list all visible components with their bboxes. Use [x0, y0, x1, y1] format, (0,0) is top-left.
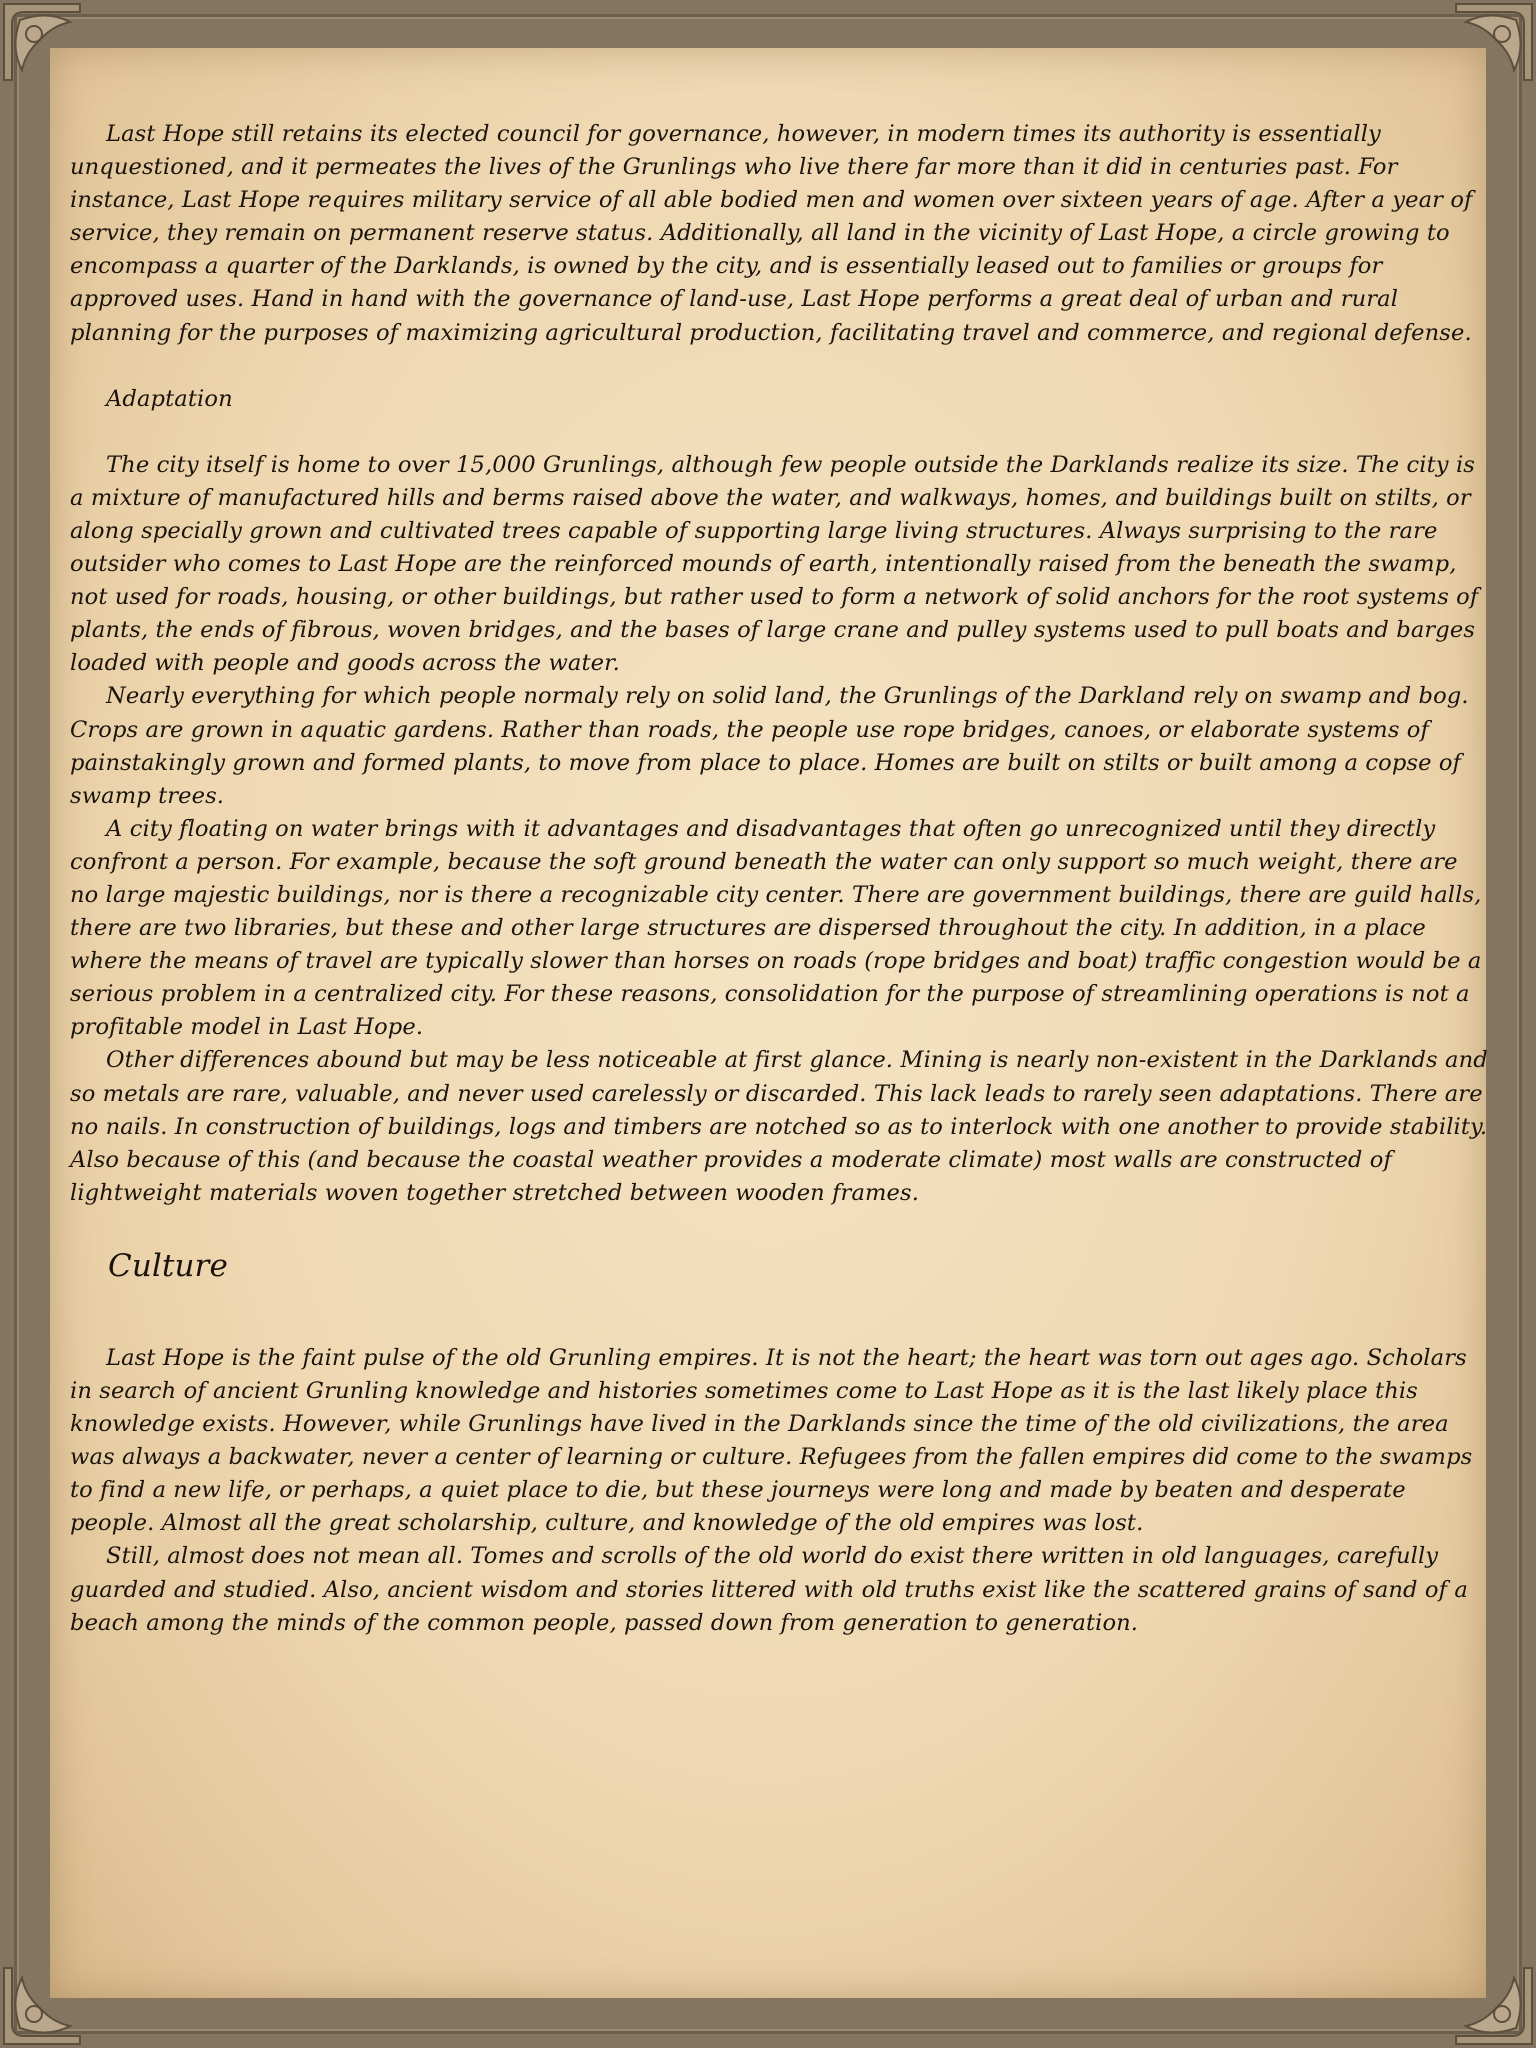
culture-paragraph: Last Hope is the faint pulse of the old Grunling empires. It is not the heart; the heart was torn out ages ago. Scholars in search of ancient Grunling knowledge and histories sometimes come to Last Hope as it is the last likely place this knowledge exists. However, while Grunlings have lived in the Darklands since the time of the old civilizations, the area was always a backwater, never a center of learning or culture. Refugees from the fallen empires did come to the swamps to find a new life, or perhaps, a quiet place to die, but these journeys were long and made by beaten and desperate people. Almost all the great scholarship, culture, and knowledge of the old empires was lost.: [70, 1344, 1473, 1537]
spacer: [70, 350, 1490, 383]
adaptation-paragraph: Other differences abound but may be less noticeable at first glance. Mining is nearly non-existent in the Darklands and so metals are rare, valuable, and never used carelessly or discarded. This lack leads to rarely seen adaptations. There are no nails. In construction of buildings, logs and timbers are notched so as to interlock with one another to provide stability. Also because of this (and because the coastal weather provides a moderate climate) most walls are constructed of lightweight materials woven together stretched between wooden frames.: [70, 1047, 1488, 1206]
adaptation-paragraph: Nearly everything for which people normaly rely on solid land, the Grunlings of the Darkland rely on swamp and bog. Crops are grown in aquatic gardens. Rather than roads, the people use rope bridges, canoes, or elaborate systems of painstakingly grown and formed plants, to move from place to place. Homes are built on stilts or built among a copse of swamp trees.: [70, 683, 1469, 809]
spacer: [70, 1286, 1490, 1342]
adaptation-paragraph: The city itself is home to over 15,000 Grunlings, although few people outside the Darklands realize its size. The city is a mixture of manufactured hills and berms raised above the water, and walkways, homes, and buildings built on stilts, or along specially grown and cultivated trees capable of supporting large living structures. Always surprising to the rare outsider who comes to Last Hope are the reinforced mounds of earth, intentionally raised from the beneath the swamp, not used for roads, housing, or other buildings, but rather used to form a network of solid anchors for the root systems of plants, the ends of fibrous, woven bridges, and the bases of large crane and pulley systems used to pull boats and barges loaded with people and goods across the water.: [70, 451, 1479, 677]
spacer: [70, 416, 1490, 449]
culture-paragraph: Still, almost does not mean all. Tomes and scrolls of the old world do exist there written in old languages, carefully guarded and studied. Also, ancient wisdom and stories littered with old truths exist like the scattered grains of sand of a beach among the minds of the common people, passed down from generation to generation.: [70, 1543, 1468, 1636]
intro-paragraph: Last Hope still retains its elected council for governance, however, in modern times its authority is essentially unquestioned, and it permeates the lives of the Grunlings who live there far more than it did in centuries past. For instance, Last Hope requires military service of all able bodied men and women over sixteen years of age. After a year of service, they remain on permanent reserve status. Additionally, all land in the vicinity of Last Hope, a circle growing to encompass a quarter of the Darklands, is owned by the city, and is essentially leased out to families or groups for approved uses. Hand in hand with the governance of land-use, Last Hope performs a great deal of urban and rural planning for the purposes of maximizing agricultural production, facilitating travel and commerce, and regional defense.: [70, 121, 1473, 346]
document-body: [70, 118, 1490, 1640]
section-heading-culture: Culture: [108, 1247, 228, 1284]
adaptation-paragraph: A city floating on water brings with it advantages and disadvantages that often go unrecognized until they directly confront a person. For example, because the soft ground beneath the water can only support so much weight, there are no large majestic buildings, nor is there a recognizable city center. There are government buildings, there are guild halls, there are two libraries, but these and other large structures are dispersed throughout the city. In addition, in a place where the means of travel are typically slower than horses on roads (rope bridges and boat) traffic congestion would be a serious problem in a centralized city. For these reasons, consolidation for the purpose of streamlining operations is not a profitable model in Last Hope.: [70, 815, 1482, 1041]
subheading-adaptation: Adaptation: [106, 385, 233, 412]
spacer: [70, 1210, 1490, 1246]
